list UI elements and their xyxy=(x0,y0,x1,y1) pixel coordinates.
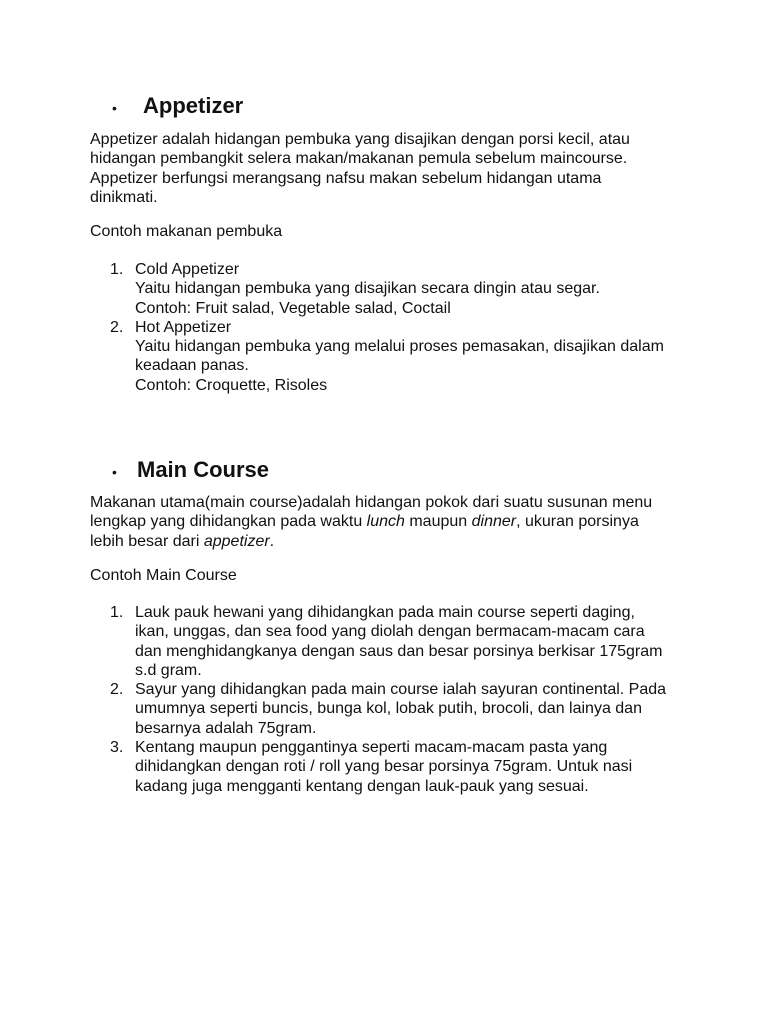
appetizer-description xyxy=(90,130,690,207)
main-desc-text: , ukuran porsinya xyxy=(516,513,639,531)
list-item-number: 2. xyxy=(110,318,124,336)
main-desc-text: maupun xyxy=(404,513,472,531)
main-desc-line xyxy=(90,532,690,551)
appetizer-desc-line: Appetizer adalah hidangan pembuka yang disajikan dengan porsi kecil, atau xyxy=(90,131,630,148)
appetizer-desc-line: hidangan pembangkit selera makan/makanan pemula sebelum maincourse. xyxy=(90,150,628,168)
main-course-heading-text: Main Course xyxy=(137,457,270,482)
list-item-line: Lauk pauk hewani yang dihidangkan pada main course seperti daging, xyxy=(135,604,635,621)
list-item-line: keadaan panas. xyxy=(135,357,249,375)
main-desc-line: Makanan utama(main course)adalah hidangan pokok dari suatu susunan menu xyxy=(90,494,653,511)
bullet-icon: • xyxy=(112,100,117,116)
list-item-line: ikan, unggas, dan sea food yang diolah dengan bermacam-macam cara xyxy=(135,623,645,641)
list-item-line: dan menghidangkanya dengan saus dan besar porsinya berkisar 175gram xyxy=(135,642,663,660)
main-desc-emphasis: dinner xyxy=(471,513,517,531)
main-desc-emphasis: lunch xyxy=(366,513,405,531)
appetizer-examples-label: Contoh makanan pembuka xyxy=(90,223,283,240)
main-desc-text: lebih besar dari xyxy=(90,532,204,550)
appetizer-desc-line: Appetizer berfungsi merangsang nafsu makan sebelum hidangan utama xyxy=(90,169,602,187)
list-item-line: Sayur yang dihidangkan pada main course ialah sayuran continental. Pada xyxy=(135,681,667,699)
list-item xyxy=(90,260,690,318)
list-item-number: 3. xyxy=(110,739,124,757)
list-item xyxy=(90,318,690,395)
appetizer-desc-line: dinikmati. xyxy=(90,188,158,206)
appetizer-list xyxy=(90,260,690,395)
list-item-line: umumnya seperti buncis, bunga kol, lobak putih, brocoli, dan lainya dan xyxy=(135,700,642,718)
list-item-line: besarnya adalah 75gram. xyxy=(135,719,317,737)
list-item-line: Kentang maupun penggantinya seperti macam-macam pasta yang xyxy=(135,739,608,757)
main-course-description xyxy=(90,493,690,551)
list-item xyxy=(90,680,690,738)
list-item-line: s.d gram. xyxy=(135,661,202,679)
list-item-line: Contoh: Fruit salad, Vegetable salad, Coctail xyxy=(135,299,451,317)
list-item-line: Yaitu hidangan pembuka yang melalui proses pemasakan, disajikan dalam xyxy=(135,338,664,356)
list-item xyxy=(90,738,690,796)
list-item-number: 2. xyxy=(110,681,124,699)
list-item-line: kadang juga mengganti kentang dengan lauk-pauk yang sesuai. xyxy=(135,777,589,795)
main-desc-text: lengkap yang dihidangkan pada waktu xyxy=(90,513,367,531)
list-item xyxy=(90,603,690,680)
main-course-examples-label: Contoh Main Course xyxy=(90,567,237,584)
list-item-line: Hot Appetizer xyxy=(135,318,232,336)
main-desc-emphasis: appetizer xyxy=(203,532,270,550)
bullet-icon: • xyxy=(112,464,117,480)
main-desc-line xyxy=(90,512,690,531)
list-item-line: Contoh: Croquette, Risoles xyxy=(135,376,328,394)
list-item-line: Cold Appetizer xyxy=(135,261,240,278)
list-item-line: Yaitu hidangan pembuka yang disajikan secara dingin atau segar. xyxy=(135,280,600,298)
list-item-number: 1. xyxy=(110,261,124,278)
appetizer-heading-text: Appetizer xyxy=(143,93,244,118)
list-item-number: 1. xyxy=(110,604,124,621)
list-item-line: dihidangkan dengan roti / roll yang besar porsinya 75gram. Untuk nasi xyxy=(135,758,633,776)
main-desc-text: . xyxy=(269,532,275,550)
main-course-list xyxy=(90,603,690,796)
